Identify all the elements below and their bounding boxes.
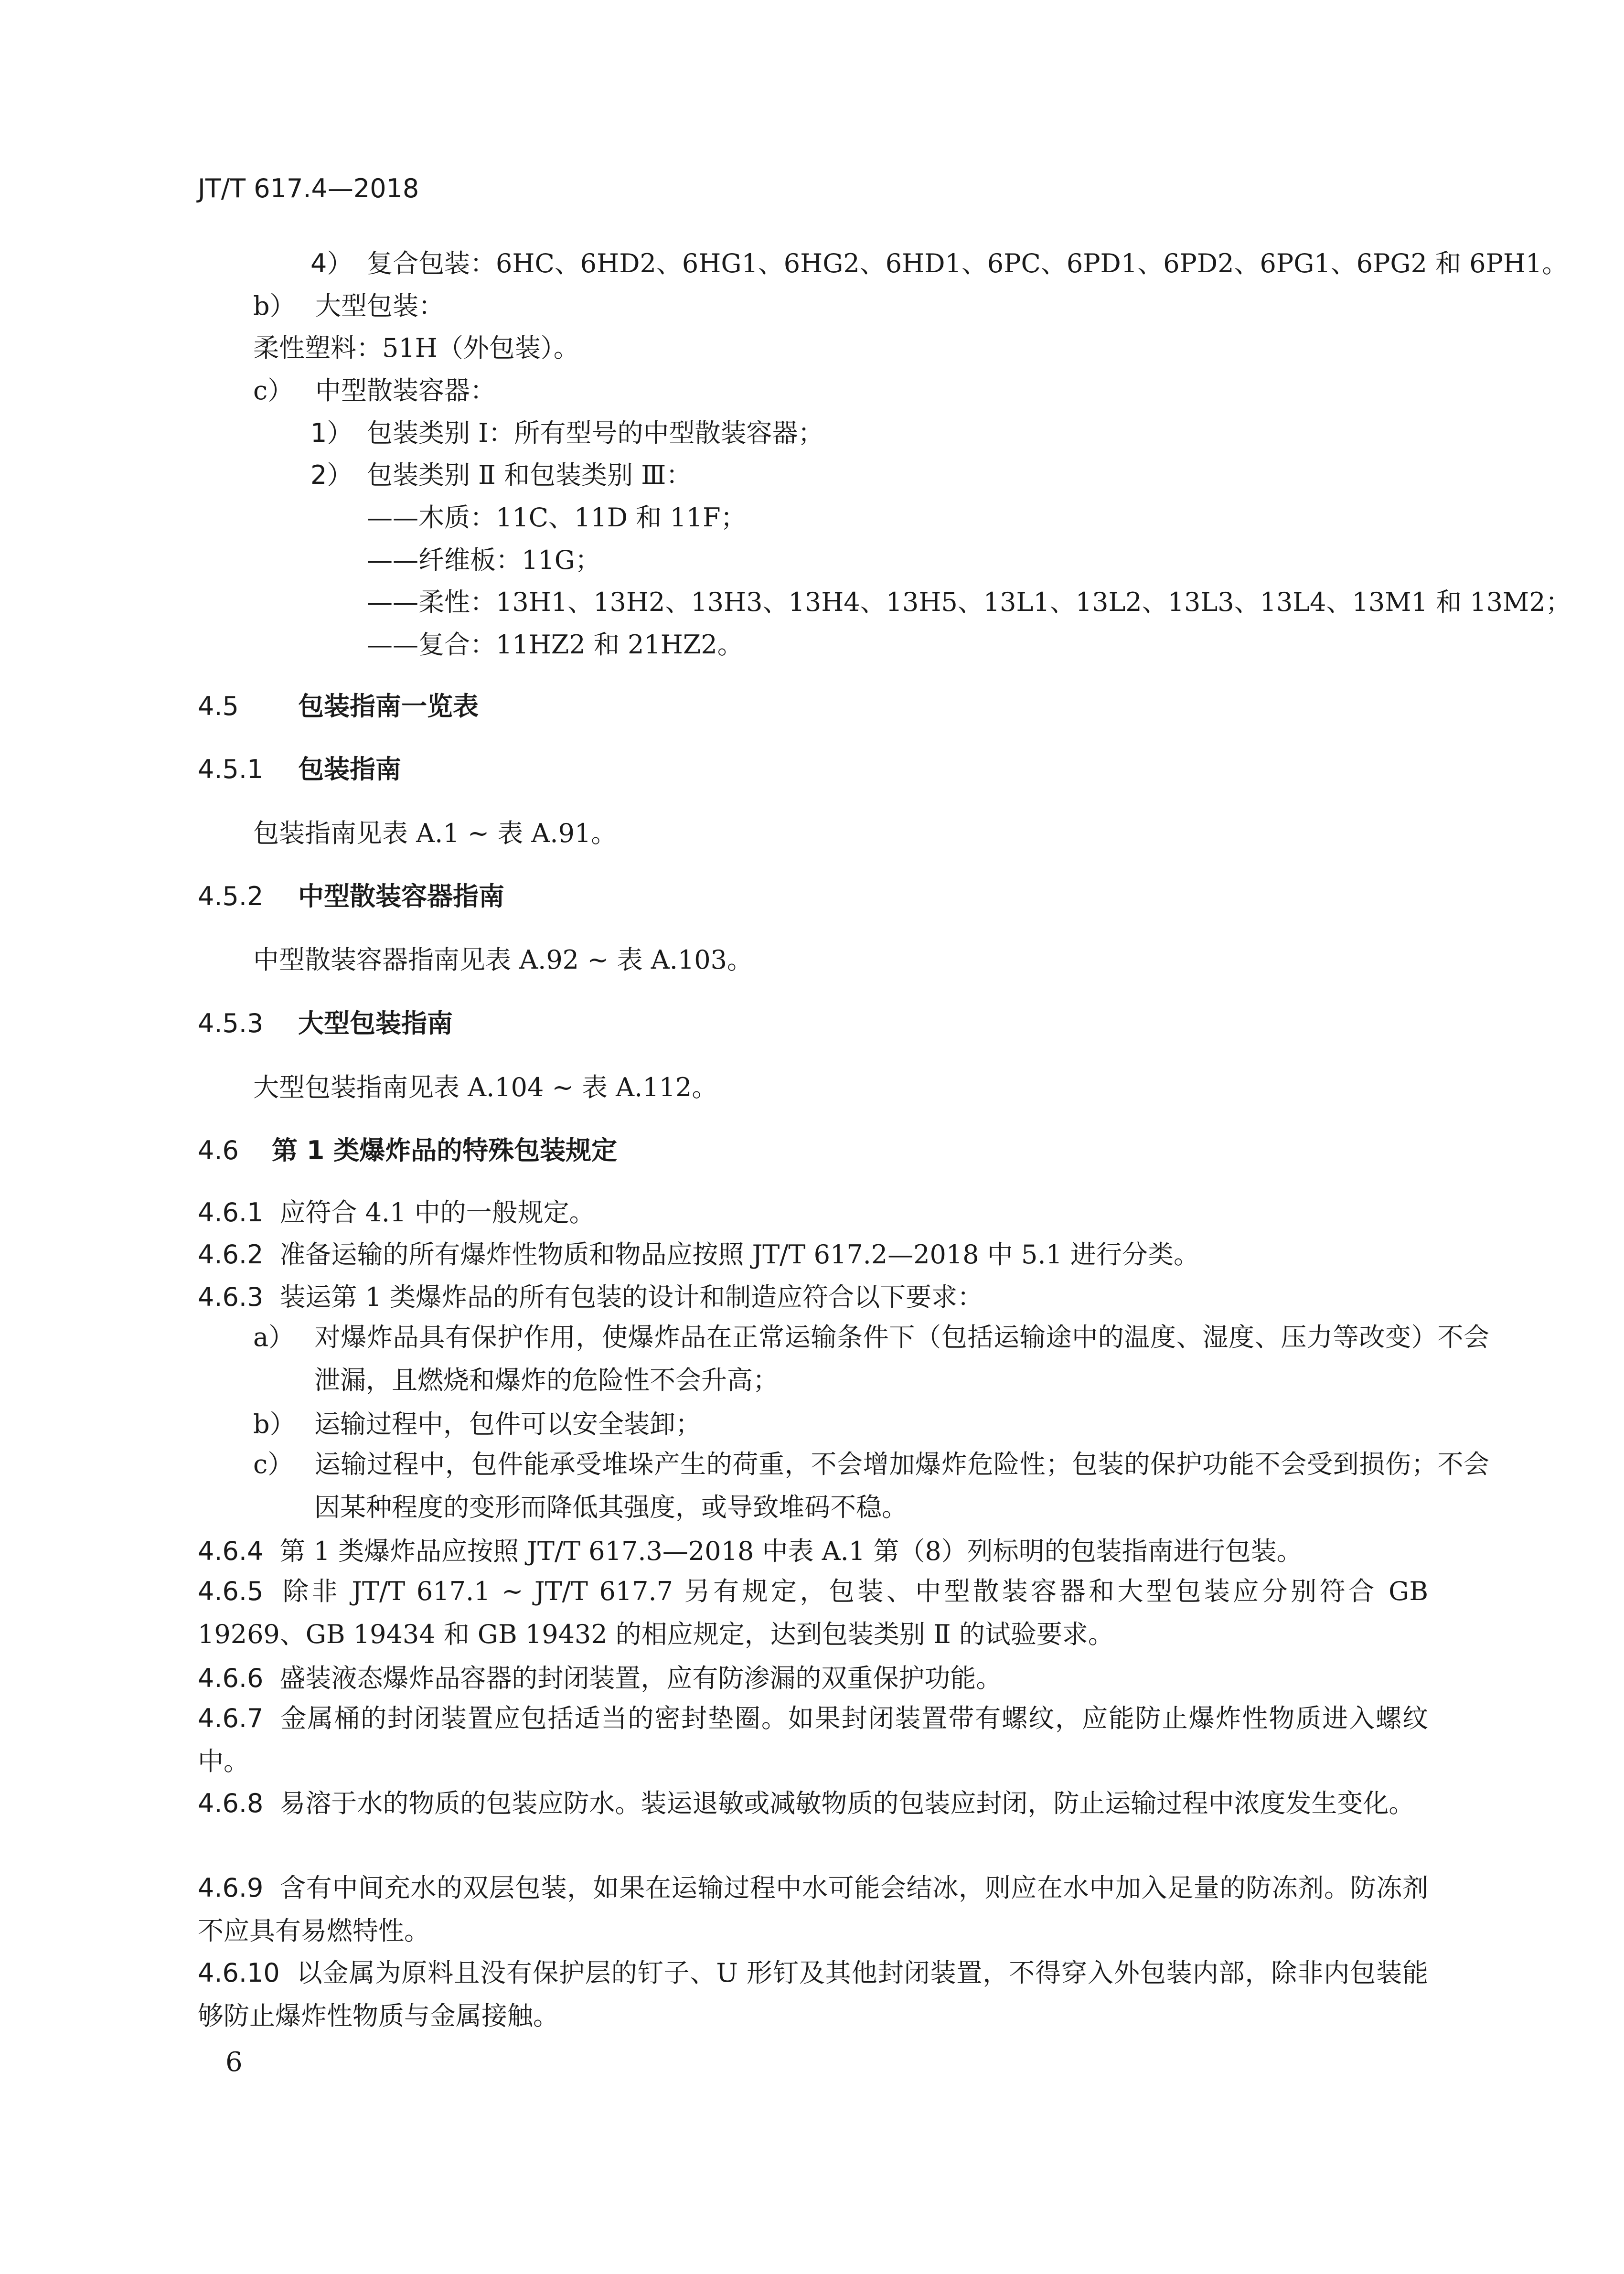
paragraph: 中型散装容器指南见表 A.92 ~ 表 A.103。 (253, 945, 753, 975)
subsection-heading: 4.5.3 大型包装指南 (198, 1008, 453, 1038)
list-item: c） 中型散装容器： (253, 375, 496, 406)
clause: 4.6.7 金属桶的封闭装置应包括适当的密封垫圈。如果封闭装置带有螺纹，应能防止爆炸性物质进入螺纹中。 (198, 1703, 1428, 1776)
list-item: ——柔性：13H1、13H2、13H3、13H4、13H5、13L1、13L2、13L3、13L4、13M1 和 13M2； (367, 587, 1571, 617)
clause: 4.6.5 除非 JT/T 617.1 ~ JT/T 617.7 另有规定，包装、中型散装容器和大型包装应分别符合 GB 19269、GB 19434 和 GB 19432 的相应规定，达到包装类别 Ⅱ 的试验要求。 (198, 1576, 1428, 1649)
subsection-heading: 4.5.1 包装指南 (198, 754, 401, 784)
clause-item: b） 运输过程中，包件可以安全装卸； (253, 1409, 701, 1439)
section-heading: 4.5 包装指南一览表 (198, 691, 479, 721)
list-item: ——复合：11HZ2 和 21HZ2。 (367, 630, 743, 660)
clause: 4.6.4 第 1 类爆炸品应按照 JT/T 617.3—2018 中表 A.1 第（8）列标明的包装指南进行包装。 (198, 1536, 1303, 1566)
section-heading: 4.6 第 1 类爆炸品的特殊包装规定 (198, 1135, 618, 1165)
list-item: b） 大型包装： (253, 291, 444, 321)
clause: 4.6.1 应符合 4.1 中的一般规定。 (198, 1197, 595, 1228)
clause-item: c） 运输过程中，包件能承受堆垛产生的荷重，不会增加爆炸危险性；包装的保护功能不会受到损伤；不会因某种程度的变形而降低其强度，或导致堆码不稳。 (253, 1449, 1489, 1522)
list-item: 1） 包装类别 Ⅰ：所有型号的中型散装容器； (310, 418, 824, 448)
standard-code-header: JT/T 617.4—2018 (198, 173, 419, 203)
list-item: ——木质：11C、11D 和 11F； (367, 502, 747, 533)
list-item: 2） 包装类别 Ⅱ 和包装类别 Ⅲ： (310, 460, 692, 490)
clause: 4.6.8 易溶于水的物质的包装应防水。装运退敏或减敏物质的包装应封闭，防止运输过程中浓度发生变化。 (198, 1788, 1415, 1818)
list-item: ——纤维板：11G； (367, 545, 601, 575)
clause: 4.6.3 装运第 1 类爆炸品的所有包装的设计和制造应符合以下要求： (198, 1282, 983, 1312)
clause-item: a） 对爆炸品具有保护作用，使爆炸品在正常运输条件下（包括运输途中的温度、湿度、压力等改变）不会泄漏，且燃烧和爆炸的危险性不会升高； (253, 1322, 1489, 1395)
clause: 4.6.9 含有中间充水的双层包装，如果在运输过程中水可能会结冰，则应在水中加入足量的防冻剂。防冻剂不应具有易燃特性。 (198, 1873, 1428, 1946)
page-number: 6 (225, 2047, 243, 2078)
clause: 4.6.10 以金属为原料且没有保护层的钉子、U 形钉及其他封闭装置，不得穿入外包装内部，除非内包装能够防止爆炸性物质与金属接触。 (198, 1958, 1428, 2031)
clause: 4.6.2 准备运输的所有爆炸性物质和物品应按照 JT/T 617.2—2018 中 5.1 进行分类。 (198, 1239, 1199, 1270)
paragraph: 包装指南见表 A.1 ~ 表 A.91。 (253, 818, 617, 848)
clause: 4.6.6 盛装液态爆炸品容器的封闭装置，应有防渗漏的双重保护功能。 (198, 1663, 1002, 1693)
subsection-heading: 4.5.2 中型散装容器指南 (198, 881, 504, 911)
list-item: 柔性塑料：51H（外包装）。 (253, 333, 579, 363)
list-item: 4） 复合包装：6HC、6HD2、6HG1、6HG2、6HD1、6PC、6PD1、6PD2、6PG1、6PG2 和 6PH1。 (310, 248, 1568, 278)
paragraph: 大型包装指南见表 A.104 ~ 表 A.112。 (253, 1072, 718, 1102)
